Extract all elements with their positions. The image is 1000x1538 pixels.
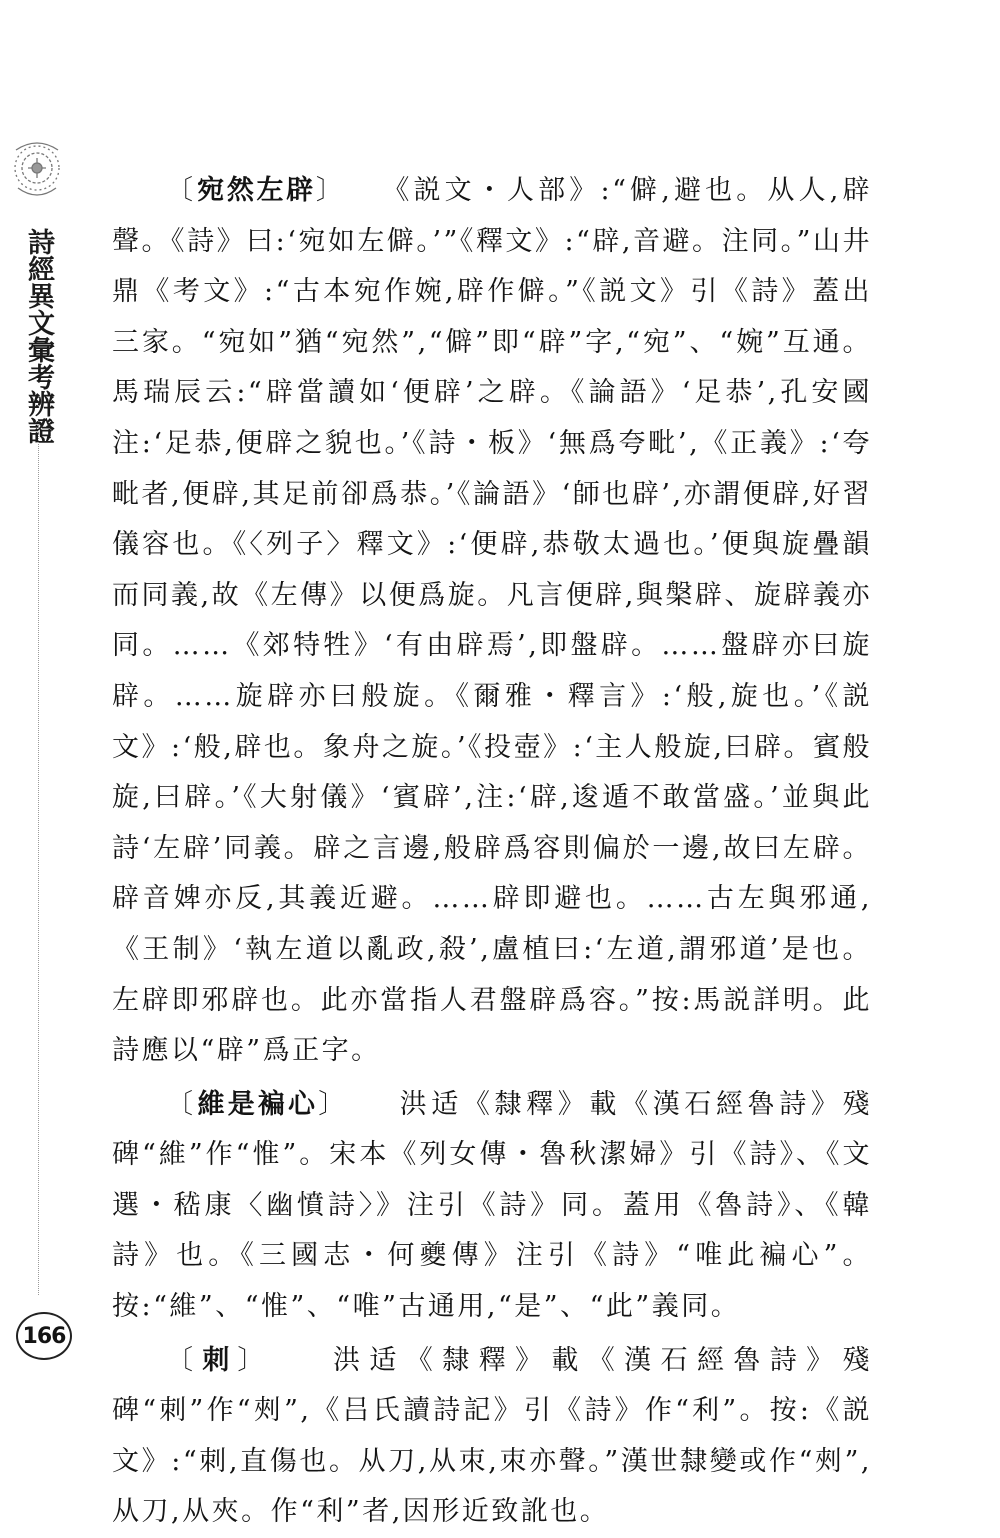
bracket-open: 〔 (166, 1088, 198, 1120)
bracket-close: 〕 (315, 175, 334, 206)
entry-ci (112, 1336, 872, 1538)
entry-body: 《説文・人部》:“僻,避也。从人,辟聲。《詩》曰:‘宛如左僻。’”《釋文》:“辟,音避。注同。”山井鼎《考文》:“古本宛作婉,辟作僻。”《説文》引《詩》蓋出三家。“宛如”猶“宛然”,“僻”即“辟”字,“宛”、“婉”互通。馬瑞辰云:“辟當讀如‘便辟’之辟。《論語》‘足恭’,孔安國注:‘足恭,便辟之貌也。’《詩・板》‘無爲夸毗’,《正義》:‘夸毗者,便辟,其足前卻爲恭。’《論語》‘師也辟’,亦謂便辟,好習儀容也。《〈列子〉釋文》:‘便辟,恭敬太過也。’便與旋疊韻而同義,故《左傳》以便爲旋。凡言便辟,與槃辟、旋辟義亦同。……《郊特牲》‘有由辟焉’,即盤辟。……盤辟亦曰旋辟。……旋辟亦曰般旋。《爾雅・釋言》:‘般,旋也。’《説文》:‘般,辟也。象舟之旋。’《投壺》:‘主人般旋,曰辟。賓般旋,曰辟。’《大射儀》‘賓辟’,注:‘辟,逡遁不敢當盛。’並與此詩‘左辟’同義。辟之言邊,般辟爲容則偏於一邊,故曰左辟。辟音婢亦反,其義近避。……辟即避也。……古左與邪通,《王制》‘執左道以亂政,殺’,盧植曰:‘左道,謂邪道’是也。左辟即邪辟也。此亦當指人君盤辟爲容。”按:馬説詳明。此詩應以“辟”爲正字。 (112, 175, 873, 1067)
entry-wanran-zuobi (112, 166, 872, 1077)
page-number: 166 (16, 1312, 72, 1360)
bracket-close: 〕 (318, 1088, 337, 1120)
bracket-open: 〔 (166, 175, 198, 206)
entry-headword: 維是褊心 (197, 1088, 319, 1120)
entry-weishi-bianxin (112, 1080, 872, 1333)
margin-rule (38, 425, 39, 1295)
bracket-close: 〕 (237, 1344, 261, 1376)
entry-headword: 刺 (202, 1344, 238, 1376)
entry-headword: 宛然左辟 (197, 175, 316, 206)
entry-body: 洪适《隸釋》載《漢石經魯詩》殘碑“維”作“惟”。宋本《列女傳・魯秋潔婦》引《詩》、《文選・嵇康〈幽憤詩〉》注引《詩》同。蓋用《魯詩》、《韓詩》也。《三國志・何夔傳》注引《詩》“唯此褊心”。按:“維”、“惟”、“唯”古通用,“是”、“此”義同。 (112, 1088, 873, 1323)
entry-body: 洪适《隸釋》載《漢石經魯詩》殘碑“刺”作“㓨”,《吕氏讀詩記》引《詩》作“利”。按:《説文》:“刺,直傷也。从刀,从朿,朿亦聲。”漢世隸變或作“㓨”,从刀,从夾。作“利”者,因形近致訛也。 (112, 1344, 873, 1528)
main-text (112, 166, 872, 1538)
book-title-vertical: 詩經異文彙考辨證 (23, 228, 54, 444)
bracket-open: 〔 (166, 1344, 203, 1376)
seal-ornament-icon (6, 132, 68, 208)
